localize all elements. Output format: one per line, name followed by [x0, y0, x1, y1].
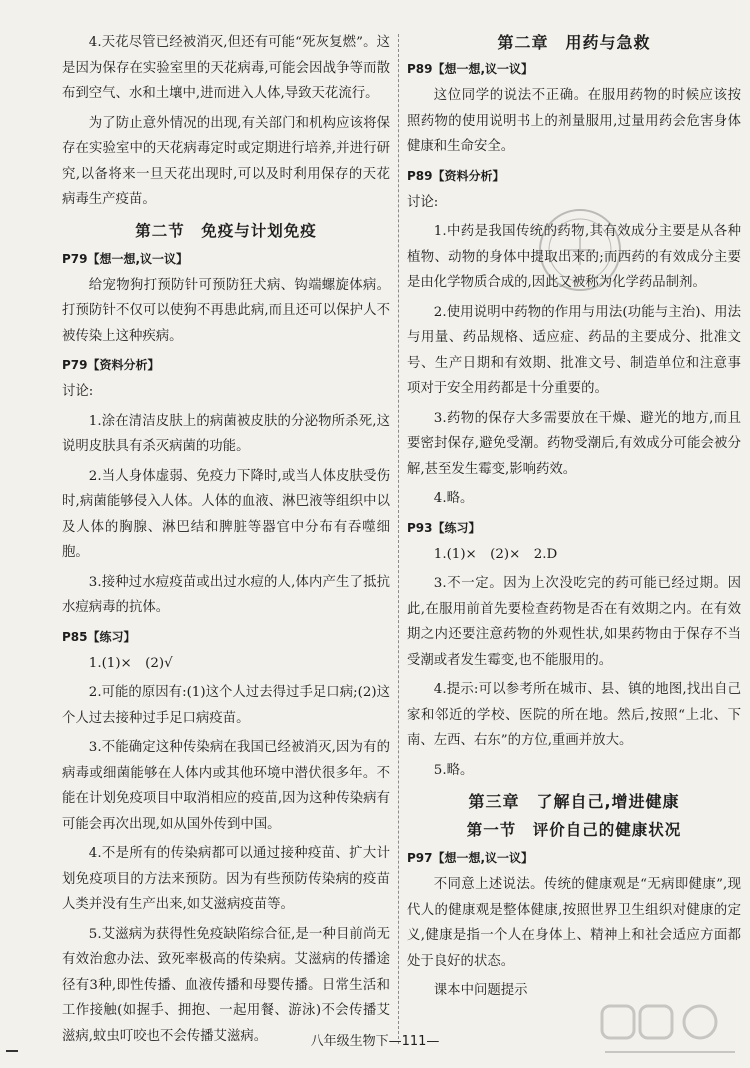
label-text: 【想一想,议一议】 — [432, 62, 534, 76]
page-ref: P89 — [407, 62, 433, 76]
answer-item: 4.不是所有的传染病都可以通过接种疫苗、扩大计划免疫项目的方法来预防。因为有些预防传染病的疫苗人类并没有生产出来,如艾滋病疫苗等。 — [62, 846, 390, 912]
label-text: 【想一想,议一议】 — [432, 851, 534, 865]
label-text: 【想一想,议一议】 — [87, 251, 189, 266]
page-footer: 八年级生物下—111— — [310, 1034, 440, 1049]
page-ref: P89 — [407, 168, 433, 183]
stamp-seal-icon — [535, 205, 625, 295]
edge-mark — [6, 1050, 18, 1052]
exercise-label — [407, 164, 741, 188]
column-divider — [398, 34, 399, 1044]
paragraph: 4.天花尽管已经被消灭,但还有可能“死灰复燃”。这是因为保存在实验室里的天花病毒,可能会因战争等而散布到空气、水和土壤中,进而进入人体,导致天花流行。 — [62, 35, 390, 101]
section-title: 第二节 免疫与计划免疫 — [135, 221, 317, 240]
answer-item: 1.中药是我国传统的药物,其有效成分主要是从各种植物、动物的身体中提取出来的;而西药的有效成分主要是由化学物质合成的,因此又被称为化学药品制剂。 — [407, 224, 741, 290]
exercise-label — [407, 57, 741, 81]
answer-item: 2.可能的原因有:(1)这个人过去得过手足口病;(2)这个人过去接种过手足口病疫苗。 — [62, 685, 390, 726]
label-text: 【资料分析】 — [87, 358, 160, 372]
chapter-title: 第三章 了解自己,增进健康 — [468, 792, 680, 811]
answer-item: 1.涂在清洁皮肤上的病菌被皮肤的分泌物所杀死,这说明皮肤具有杀灭病菌的功能。 — [62, 413, 390, 454]
paragraph: 课本中问题提示 — [433, 983, 528, 998]
answer-item: 3.接种过水痘疫苗或出过水痘的人,体内产生了抵抗水痘病毒的抗体。 — [62, 574, 390, 615]
paragraph: 不同意上述说法。传统的健康观是“无病即健康”,现代人的健康观是整体健康,按照世界卫生组织对健康的定义,健康是指一个人在身体上、精神上和社会适应方面都处于良好的状态。 — [407, 877, 741, 969]
exercise-label — [407, 516, 741, 540]
exercise-label — [62, 625, 390, 649]
page-ref: P97 — [407, 851, 433, 865]
answer-item: 2.当人身体虚弱、免疫力下降时,或当人体皮肤受伤时,病菌能够侵入人体。人体的血液、淋巴液等组织中以及人体的胸腺、淋巴结和脾脏等器官中分布有吞噬细胞。 — [62, 468, 390, 560]
exercise-label — [62, 247, 390, 271]
exercise-label — [407, 846, 741, 870]
answer-item: 3.药物的保存大多需要放在干燥、避光的地方,而且要密封保存,避免受潮。药物受潮后,有效成分可能会被分解,甚至发生霉变,影响药效。 — [407, 410, 741, 477]
discussion-label: 讨论: — [407, 194, 439, 210]
answer-item: 3.不能确定这种传染病在我国已经被消灭,因为有的病毒或细菌能够在人体内或其他环境中潜伏很多年。不能在计划免疫项目中取消相应的疫苗,因为这种传染病有可能会再次出现,如从国外传到中国。 — [62, 740, 390, 832]
page-ref: P93 — [407, 520, 433, 535]
page-ref: P79 — [62, 251, 88, 266]
paragraph: 这位同学的说法不正确。在服用药物的时候应该按照药物的使用说明书上的剂量服用,过量用药会危害身体健康和生命安全。 — [407, 88, 741, 154]
answer-item: 1.(1)× (2)× 2.D — [433, 546, 558, 562]
left-column — [62, 30, 390, 1053]
chapter-title: 第二章 用药与急救 — [497, 33, 651, 52]
exercise-label — [62, 353, 390, 377]
page-ref: P79 — [62, 358, 88, 372]
paragraph: 为了防止意外情况的出现,有关部门和机构应该将保存在实验室中的天花病毒定时或定期进行培养,并进行研究,以备将来一旦天花出现时,可以及时利用保存的天花病毒生产疫苗。 — [62, 115, 390, 207]
label-text: 【练习】 — [432, 520, 481, 535]
answer-item: 4.略。 — [433, 491, 474, 506]
label-text: 【练习】 — [87, 629, 136, 644]
answer-item: 5.艾滋病为获得性免疫缺陷综合征,是一种目前尚无有效治愈办法、致死率极高的传染病。艾滋病的传播途径有3种,即性传播、血液传播和母婴传播。日常生活和工作接触(如握手、拥抱、一起用餐、游泳)不会传播艾滋病,蚊虫叮咬也不会传播艾滋病。 — [62, 926, 390, 1044]
answer-item: 5.略。 — [433, 762, 474, 778]
answer-item: 2.使用说明中药物的作用与用法(功能与主治)、用法与用量、药品规格、适应症、药品的主要成分、批准文号、生产日期和有效期、批准文号、制造单位和注意事项对于安全用药都是十分重要的。 — [407, 304, 741, 396]
answer-item: 4.提示:可以参考所在城市、县、镇的地图,找出自己家和邻近的学校、医院的所在地。然后,按照“上北、下南、左西、右东”的方位,重画并放大。 — [407, 682, 741, 748]
answer-item: 3.不一定。因为上次没吃完的药可能已经过期。因此,在服用前首先要检查药物是否在有效期之内。在有效期之内还要注意药物的外观性状,如果药物由于保存不当受潮或者发生霉变,也不能服用的。 — [407, 576, 741, 668]
label-text: 【资料分析】 — [432, 168, 505, 183]
section-title: 第一节 评价自己的健康状况 — [466, 821, 682, 839]
page-ref: P85 — [62, 629, 88, 644]
paragraph: 给宠物狗打预防针可预防狂犬病、钩端螺旋体病。打预防针不仅可以使狗不再患此病,而且还可以保护人不被传染上这种疾病。 — [62, 277, 390, 344]
answer-item: 1.(1)× (2)√ — [88, 655, 173, 671]
discussion-label: 讨论: — [62, 384, 94, 399]
right-column — [407, 30, 741, 1008]
